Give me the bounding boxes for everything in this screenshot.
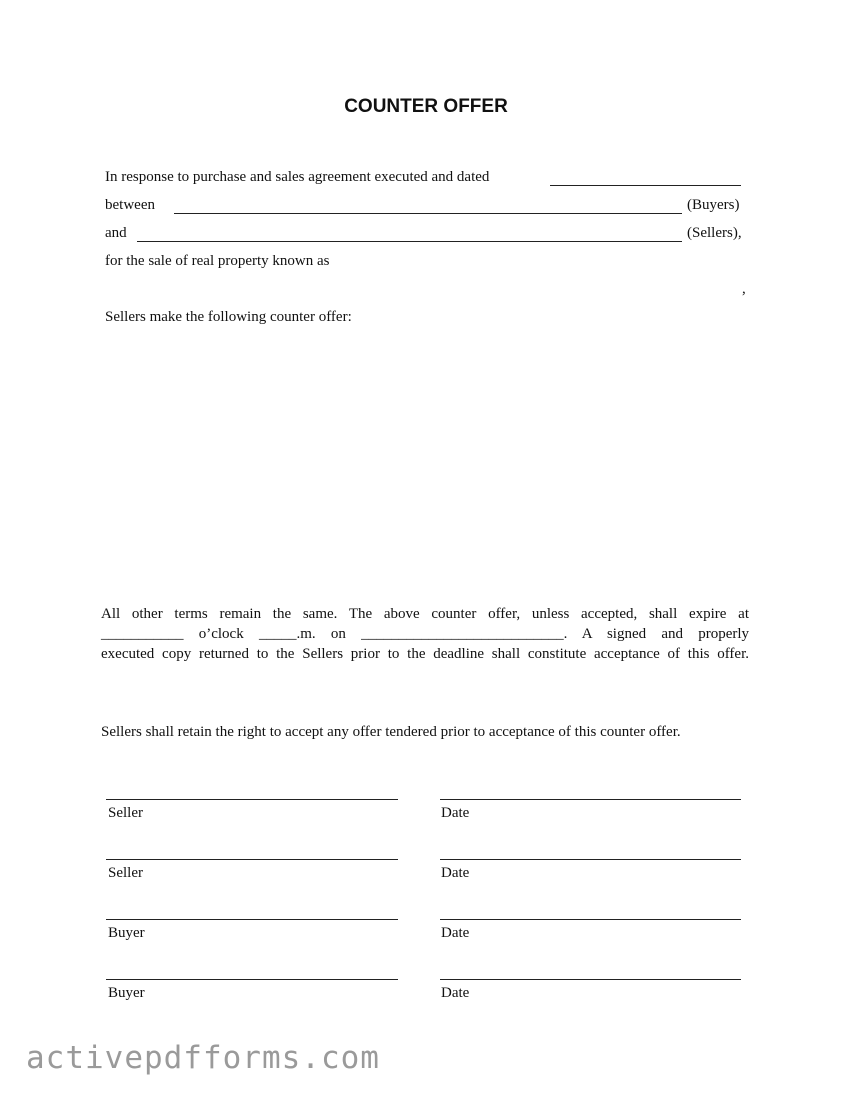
seller-date-line[interactable] — [440, 859, 741, 860]
counter-offer-text-area[interactable] — [105, 335, 745, 585]
am-pm-field[interactable]: _____ — [258, 626, 297, 642]
buyers-label: (Buyers) — [687, 197, 740, 213]
buyers-name-field[interactable] — [174, 213, 682, 214]
date-label: Date — [441, 865, 470, 881]
expire-date-field[interactable]: ___________________________ — [361, 626, 564, 642]
intro-line-1: In response to purchase and sales agreement executed and dated — [105, 169, 490, 185]
terms-line-2 — [101, 624, 749, 644]
watermark: activepdfforms.com — [26, 1040, 380, 1076]
seller-date-line[interactable] — [440, 799, 741, 800]
property-label: for the sale of real property known as — [105, 253, 330, 269]
date-label: Date — [441, 925, 470, 941]
agreement-date-field[interactable] — [550, 185, 741, 186]
retain-right-text: Sellers shall retain the right to accept any offer tendered prior to acceptance of this counter offer. — [101, 724, 681, 740]
terms-line-3: executed copy returned to the Sellers prior to the deadline shall constitute acceptance of this offer. — [101, 646, 749, 662]
page-title: COUNTER OFFER — [344, 96, 508, 117]
seller-label: Seller — [108, 805, 143, 821]
sellers-name-field[interactable] — [137, 241, 682, 242]
expire-hour-field[interactable]: ___________ — [101, 626, 184, 642]
property-comma: , — [742, 281, 746, 297]
and-label: and — [105, 225, 127, 241]
seller-signature-line[interactable] — [106, 859, 398, 860]
oclock-label: o’clock — [198, 626, 244, 642]
buyer-signature-line[interactable] — [106, 979, 398, 980]
seller-signature-line[interactable] — [106, 799, 398, 800]
m-on-label: .m. on — [296, 626, 346, 642]
buyer-signature-line[interactable] — [106, 919, 398, 920]
signed-properly-label: . A signed and properly — [563, 626, 750, 642]
sellers-label: (Sellers), — [687, 225, 742, 241]
date-label: Date — [441, 985, 470, 1001]
buyer-label: Buyer — [108, 985, 145, 1001]
buyer-date-line[interactable] — [440, 919, 741, 920]
buyer-label: Buyer — [108, 925, 145, 941]
buyer-date-line[interactable] — [440, 979, 741, 980]
date-label: Date — [441, 805, 470, 821]
between-label: between — [105, 197, 155, 213]
seller-label: Seller — [108, 865, 143, 881]
counter-offer-label: Sellers make the following counter offer: — [105, 309, 352, 325]
terms-line-1: All other terms remain the same. The above counter offer, unless accepted, shall expire at — [101, 606, 749, 622]
